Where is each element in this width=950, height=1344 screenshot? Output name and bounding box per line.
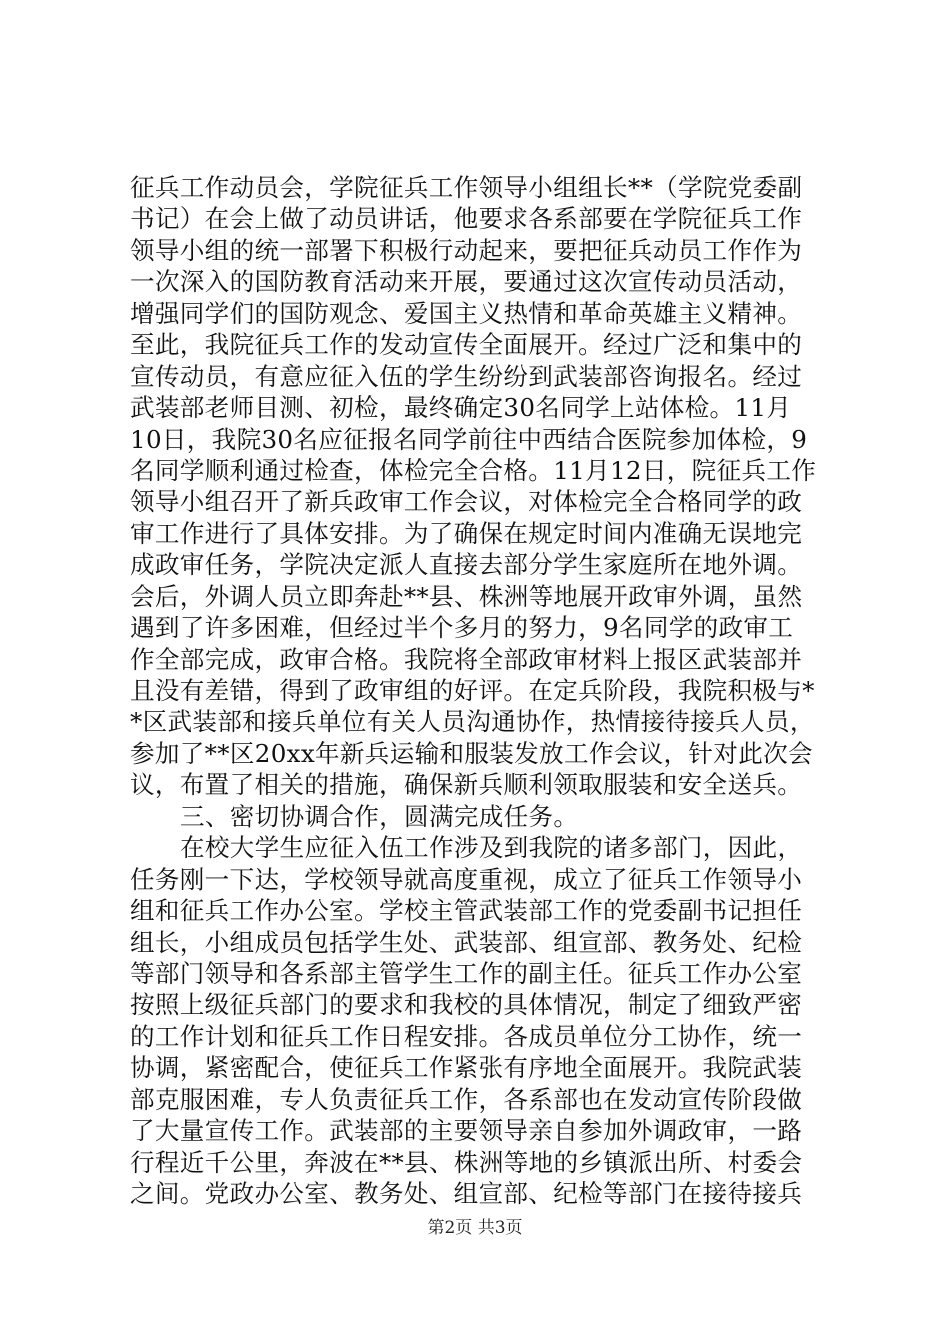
text-line: 宣传动员，有意应征入伍的学生纷纷到武装部咨询报名。经过 xyxy=(130,361,803,391)
page-footer xyxy=(0,1217,950,1239)
text-line: 组长，小组成员包括学生处、武装部、组宣部、教务处、纪检 xyxy=(130,927,803,957)
text-line: 在校大学生应征入伍工作涉及到我院的诸多部门，因此， xyxy=(180,833,803,863)
text-line: 行程近千公里，奔波在**县、株洲等地的乡镇派出所、村委会 xyxy=(130,1147,803,1177)
text-line: 部克服困难，专人负责征兵工作，各系部也在发动宣传阶段做 xyxy=(130,1084,803,1114)
body-text xyxy=(130,172,830,1209)
text-line: 审工作进行了具体安排。为了确保在规定时间内准确无误地完 xyxy=(130,518,803,548)
text-line: 至此，我院征兵工作的发动宣传全面展开。经过广泛和集中的 xyxy=(130,330,803,360)
section-heading: 三、密切协调合作，圆满完成任务。 xyxy=(180,801,579,831)
text-line: 名同学顺利通过检查，体检完全合格。11月12日，院征兵工作 xyxy=(130,455,817,485)
text-line: 作全部完成，政审合格。我院将全部政审材料上报区武装部并 xyxy=(130,644,803,674)
text-line: 武装部老师目测、初检，最终确定30名同学上站体检。11月 xyxy=(130,393,792,423)
text-line: 征兵工作动员会，学院征兵工作领导小组组长**（学院党委副 xyxy=(130,173,803,202)
text-line: 且没有差错，得到了政审组的好评。在定兵阶段，我院积极与* xyxy=(130,676,815,705)
text-line: 成政审任务，学院决定派人直接去部分学生家庭所在地外调。 xyxy=(130,550,803,580)
text-line: 了大量宣传工作。武装部的主要领导亲自参加外调政审，一路 xyxy=(130,1116,803,1146)
text-line: 等部门领导和各系部主管学生工作的副主任。征兵工作办公室 xyxy=(130,958,803,988)
text-line: *区武装部和接兵单位有关人员沟通协作，热情接待接兵人员， xyxy=(130,707,815,737)
text-line: 任务刚一下达，学校领导就高度重视，成立了征兵工作领导小 xyxy=(130,864,803,894)
text-line: 议，布置了相关的措施，确保新兵顺利领取服装和安全送兵。 xyxy=(130,770,803,800)
text-line: 领导小组的统一部署下积极行动起来，要把征兵动员工作作为 xyxy=(130,235,803,265)
text-line: 书记）在会上做了动员讲话，他要求各系部要在学院征兵工作 xyxy=(130,204,803,234)
text-line: 10日，我院30名应征报名同学前往中西结合医院参加体检，9 xyxy=(130,424,808,454)
text-line: 遇到了许多困难，但经过半个多月的努力，9名同学的政审工 xyxy=(130,613,794,643)
text-line: 会后，外调人员立即奔赴**县、株洲等地展开政审外调，虽然 xyxy=(130,581,803,611)
text-line: 领导小组召开了新兵政审工作会议，对体检完全合格同学的政 xyxy=(130,487,803,517)
text-line: 组和征兵工作办公室。学校主管武装部工作的党委副书记担任 xyxy=(130,896,803,926)
text-line: 协调，紧密配合，使征兵工作紧张有序地全面展开。我院武装 xyxy=(130,1053,803,1083)
text-line: 增强同学们的国防观念、爱国主义热情和革命英雄主义精神。 xyxy=(130,298,803,328)
text-line: 之间。党政办公室、教务处、组宣部、纪检等部门在接待接兵 xyxy=(130,1179,803,1208)
page-number-label: 第2页 共3页 xyxy=(427,1218,523,1238)
text-line: 的工作计划和征兵工作日程安排。各成员单位分工协作，统一 xyxy=(130,1021,803,1051)
text-line: 一次深入的国防教育活动来开展，要通过这次宣传动员活动， xyxy=(130,267,803,297)
text-line: 参加了**区20xx年新兵运输和服装发放工作会议，针对此次会 xyxy=(130,738,813,768)
text-line: 按照上级征兵部门的要求和我校的具体情况，制定了细致严密 xyxy=(130,990,803,1020)
